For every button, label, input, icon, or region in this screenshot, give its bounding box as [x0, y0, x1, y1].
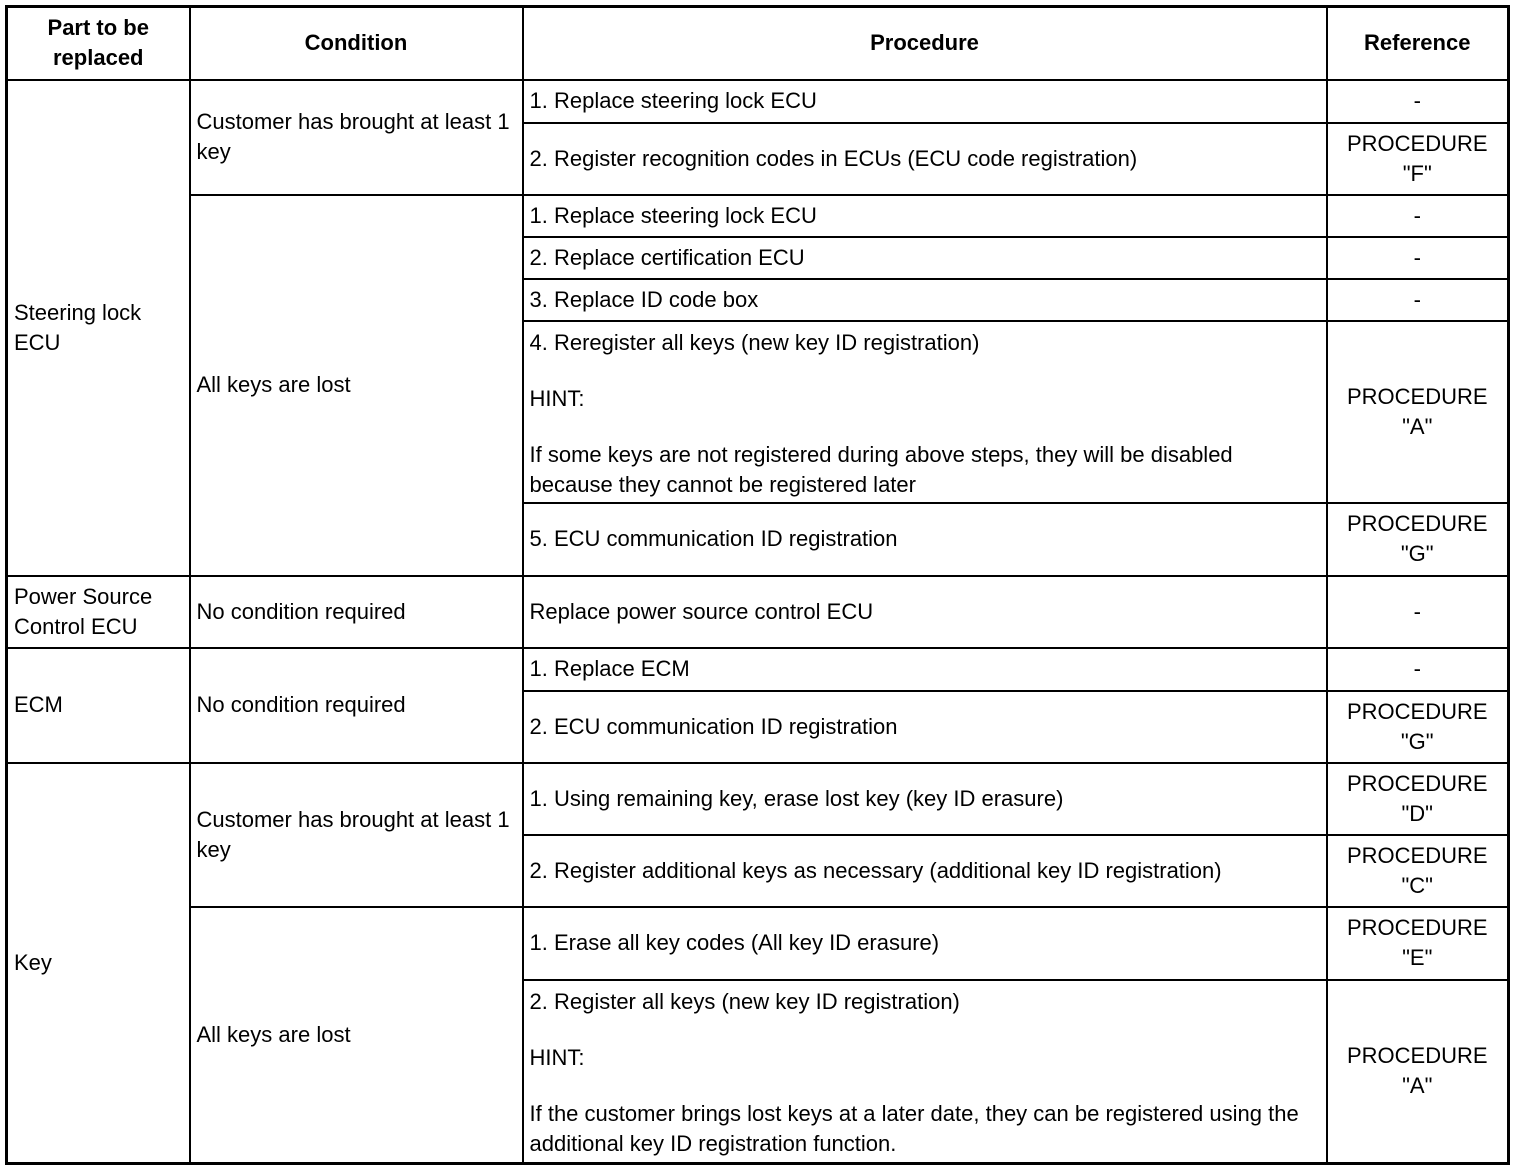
hint-label: HINT: — [529, 1044, 585, 1070]
hint-text: If the customer brings lost keys at a later date, they can be registered using the additional key ID registration function. — [529, 1100, 1299, 1156]
header-procedure: Procedure — [523, 7, 1327, 80]
procedure-step: 2. ECU communication ID registration — [529, 713, 898, 739]
part-cell: Power Source Control ECU — [7, 576, 190, 648]
reference-cell: - — [1327, 80, 1509, 123]
reference-cell: PROCEDURE "E" — [1327, 907, 1509, 980]
procedure-step: 3. Replace ID code box — [529, 286, 759, 312]
reference-cell: - — [1327, 279, 1509, 321]
condition-cell: No condition required — [190, 576, 523, 648]
procedure-cell — [523, 503, 1327, 576]
procedure-step: 2. Register recognition codes in ECUs (ECU code registration) — [529, 145, 1138, 171]
table-row — [7, 576, 1509, 648]
reference-cell: PROCEDURE "A" — [1327, 321, 1509, 503]
procedure-step: 1. Erase all key codes (All key ID erasure) — [529, 930, 940, 955]
procedure-step: 2. Register all keys (new key ID registration) — [529, 988, 960, 1014]
reference-cell: PROCEDURE "G" — [1327, 691, 1509, 763]
procedure-step: 1. Replace steering lock ECU — [529, 88, 817, 113]
part-cell: Steering lock ECU — [7, 80, 190, 576]
procedure-step: 1. Replace steering lock ECU — [529, 202, 817, 228]
table-row — [7, 195, 1509, 237]
procedure-cell — [523, 980, 1327, 1164]
key-registration-table — [5, 5, 1510, 1165]
condition-cell: All keys are lost — [190, 907, 523, 1164]
reference-cell: PROCEDURE "C" — [1327, 835, 1509, 907]
reference-cell: - — [1327, 576, 1509, 648]
procedure-step: 1. Using remaining key, erase lost key (key ID erasure) — [529, 785, 1064, 811]
condition-cell: Customer has brought at least 1 key — [190, 763, 523, 907]
hint-text: If some keys are not registered during above steps, they will be disabled because they cannot be registered later — [529, 441, 1233, 497]
reference-cell: PROCEDURE "G" — [1327, 503, 1509, 576]
procedure-cell — [523, 835, 1327, 907]
header-row — [7, 7, 1509, 80]
reference-cell: - — [1327, 195, 1509, 237]
procedure-step: 2. Register additional keys as necessary (additional key ID registration) — [529, 857, 1222, 883]
table-row — [7, 648, 1509, 691]
header-condition: Condition — [190, 7, 523, 80]
reference-cell: - — [1327, 237, 1509, 279]
table-row — [7, 907, 1509, 980]
procedure-cell — [523, 907, 1327, 980]
reference-cell: PROCEDURE "F" — [1327, 123, 1509, 195]
condition-cell: No condition required — [190, 648, 523, 763]
procedure-cell — [523, 195, 1327, 237]
reference-cell: PROCEDURE "A" — [1327, 980, 1509, 1164]
part-cell: ECM — [7, 648, 190, 763]
table-row — [7, 80, 1509, 123]
header-part: Part to be replaced — [7, 7, 190, 80]
procedure-step: Replace power source control ECU — [529, 598, 874, 624]
header-reference: Reference — [1327, 7, 1509, 80]
table-row — [7, 763, 1509, 835]
procedure-cell — [523, 691, 1327, 763]
procedure-cell — [523, 237, 1327, 279]
procedure-cell — [523, 763, 1327, 835]
procedure-step: 5. ECU communication ID registration — [529, 526, 898, 551]
condition-cell: Customer has brought at least 1 key — [190, 80, 523, 195]
procedure-cell — [523, 123, 1327, 195]
reference-cell: PROCEDURE "D" — [1327, 763, 1509, 835]
procedure-cell — [523, 648, 1327, 691]
hint-label: HINT: — [529, 385, 585, 411]
condition-cell: All keys are lost — [190, 195, 523, 576]
procedure-cell — [523, 279, 1327, 321]
procedure-cell — [523, 80, 1327, 123]
procedure-cell — [523, 321, 1327, 503]
procedure-step: 2. Replace certification ECU — [529, 244, 805, 270]
procedure-step: 1. Replace ECM — [529, 656, 690, 681]
reference-cell: - — [1327, 648, 1509, 691]
procedure-step: 4. Reregister all keys (new key ID registration) — [529, 329, 980, 355]
part-cell: Key — [7, 763, 190, 1164]
procedure-cell — [523, 576, 1327, 648]
